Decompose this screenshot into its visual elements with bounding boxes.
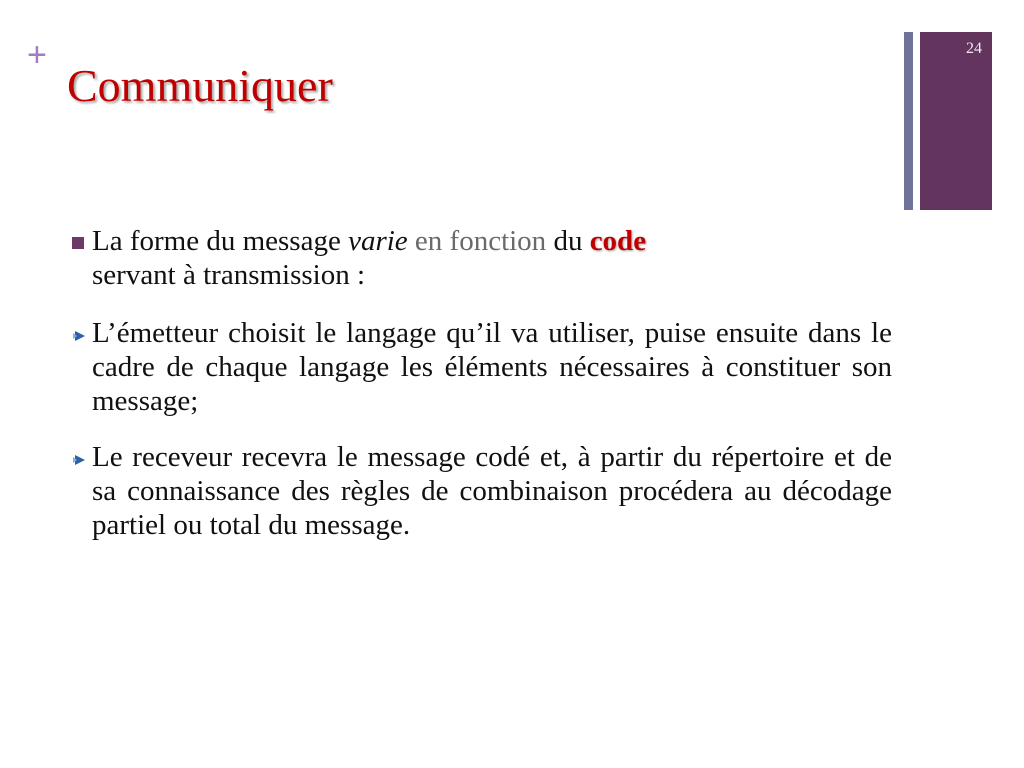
intro-line-2: servant à transmission : [92,259,366,291]
slide-number: 24 [966,40,982,57]
bullet-point [70,316,892,418]
intro-text-1: La forme du message [92,225,349,257]
arrow-bullet-icon [72,328,88,344]
accent-block [920,32,992,210]
intro-italic: varie [348,225,408,257]
slide-content [70,224,892,564]
intro-paragraph [70,224,892,292]
slide-title: Communiquer [67,60,333,111]
arrow-bullet-icon [72,452,88,468]
intro-highlight: code [589,225,647,257]
intro-text-3: du [546,225,590,257]
accent-bar [904,32,913,210]
intro-text-2: en fonction [407,225,547,257]
square-bullet-icon [72,237,84,249]
bullet-text: L’émetteur choisit le langage qu’il va utiliser, puise ensuite dans le cadre de chaque langage les éléments nécessaires à constituer son message; [92,317,892,417]
plus-icon: + [27,36,47,74]
bullet-text: Le receveur recevra le message codé et, à partir du répertoire et de sa connaissance des règles de combinaison procédera au décodage partiel ou total du message. [92,441,892,541]
bullet-point [70,440,892,542]
